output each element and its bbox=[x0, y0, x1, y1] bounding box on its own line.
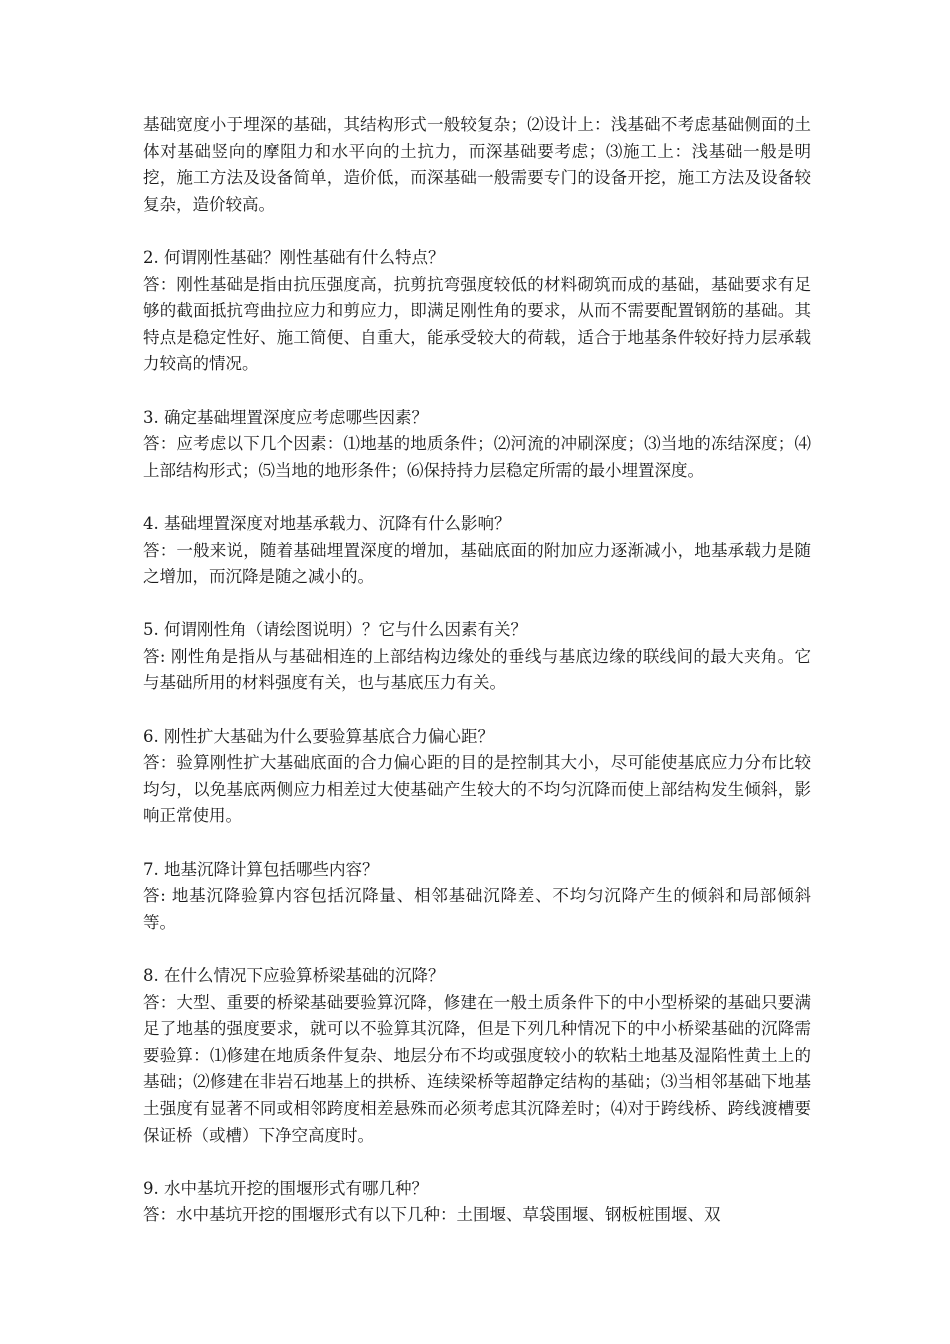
question: 6. 刚性扩大基础为什么要验算基底合力偏心距？ bbox=[143, 726, 494, 746]
answer: 答：大型、重要的桥梁基础要验算沉降，修建在一般土质条件下的中小型桥梁的基础只要满足了地基的强度要求，就可以不验算其沉降，但是下列几种情况下的中小桥梁基础的沉降需要验算：⑴修建在地质条件复杂、地层分布不均或强度较小的软粘土地基及湿陷性黄土上的基础；⑵修建在非岩石地基上的拱桥、连续梁桥等超静定结构的基础；⑶当相邻基础下地基土强度有显著不同或相邻跨度相差悬殊而必须考虑其沉降差时；⑷对于跨线桥、跨线渡槽要保证桥（或槽）下净空高度时。 bbox=[143, 992, 811, 1145]
answer: 答：一般来说，随着基础埋置深度的增加，基础底面的附加应力逐渐减小，地基承载力是随之增加，而沉降是随之减小的。 bbox=[143, 540, 811, 587]
document-page bbox=[143, 112, 811, 1256]
answer: 答：验算刚性扩大基础底面的合力偏心距的目的是控制其大小，尽可能使基底应力分布比较均匀，以免基底两侧应力相差过大使基础产生较大的不均匀沉降而使上部结构发生倾斜，影响正常使用。 bbox=[143, 753, 811, 826]
question: 7. 地基沉降计算包括哪些内容？ bbox=[143, 859, 379, 879]
answer: 答: 刚性角是指从与基础相连的上部结构边缘处的垂线与基底边缘的联线间的最大夹角。它与基础所用的材料强度有关，也与基底压力有关。 bbox=[143, 646, 811, 693]
question: 4. 基础埋置深度对地基承载力、沉降有什么影响？ bbox=[143, 513, 511, 533]
answer: 答：刚性基础是指由抗压强度高，抗剪抗弯强度较低的材料砌筑而成的基础，基础要求有足够的截面抵抗弯曲拉应力和剪应力，即满足刚性角的要求，从而不需要配置钢筋的基础。其特点是稳定性好、施工简便、自重大，能承受较大的荷载，适合于地基条件较好持力层承载力较高的情况。 bbox=[143, 274, 811, 374]
answer: 答: 地基沉降验算内容包括沉降量、相邻基础沉降差、不均匀沉降产生的倾斜和局部倾斜等。 bbox=[143, 886, 811, 932]
question: 8. 在什么情况下应验算桥梁基础的沉降？ bbox=[143, 966, 445, 985]
qa-item-6 bbox=[143, 724, 811, 830]
answer: 答：水中基坑开挖的围堰形式有以下几种：土围堰、草袋围堰、钢板桩围堰、双 bbox=[143, 1205, 721, 1225]
question: 3. 确定基础埋置深度应考虑哪些因素？ bbox=[143, 407, 428, 427]
qa-item-4 bbox=[143, 511, 811, 591]
qa-item-7 bbox=[143, 857, 811, 937]
intro-paragraph: 基础宽度小于埋深的基础，其结构形式一般较复杂；⑵设计上：浅基础不考虑基础侧面的土体对基础竖向的摩阻力和水平向的土抗力，而深基础要考虑；⑶施工上：浅基础一般是明挖，施工方法及设备简单，造价低，而深基础一般需要专门的设备开挖，施工方法及设备较复杂，造价较高。 bbox=[143, 115, 811, 214]
qa-item-5 bbox=[143, 617, 811, 697]
qa-item-9 bbox=[143, 1176, 811, 1229]
qa-item-8 bbox=[143, 963, 811, 1149]
qa-item-3 bbox=[143, 405, 811, 485]
question: 5. 何谓刚性角（请绘图说明）？它与什么因素有关？ bbox=[143, 620, 527, 640]
qa-item-2 bbox=[143, 245, 811, 378]
question: 2. 何谓刚性基础？刚性基础有什么特点？ bbox=[143, 247, 445, 267]
answer: 答：应考虑以下几个因素：⑴地基的地质条件；⑵河流的冲刷深度；⑶当地的冻结深度；⑷上部结构形式；⑸当地的地形条件；⑹保持持力层稳定所需的最小埋置深度。 bbox=[143, 434, 811, 480]
question: 9. 水中基坑开挖的围堰形式有哪几种？ bbox=[143, 1178, 428, 1198]
